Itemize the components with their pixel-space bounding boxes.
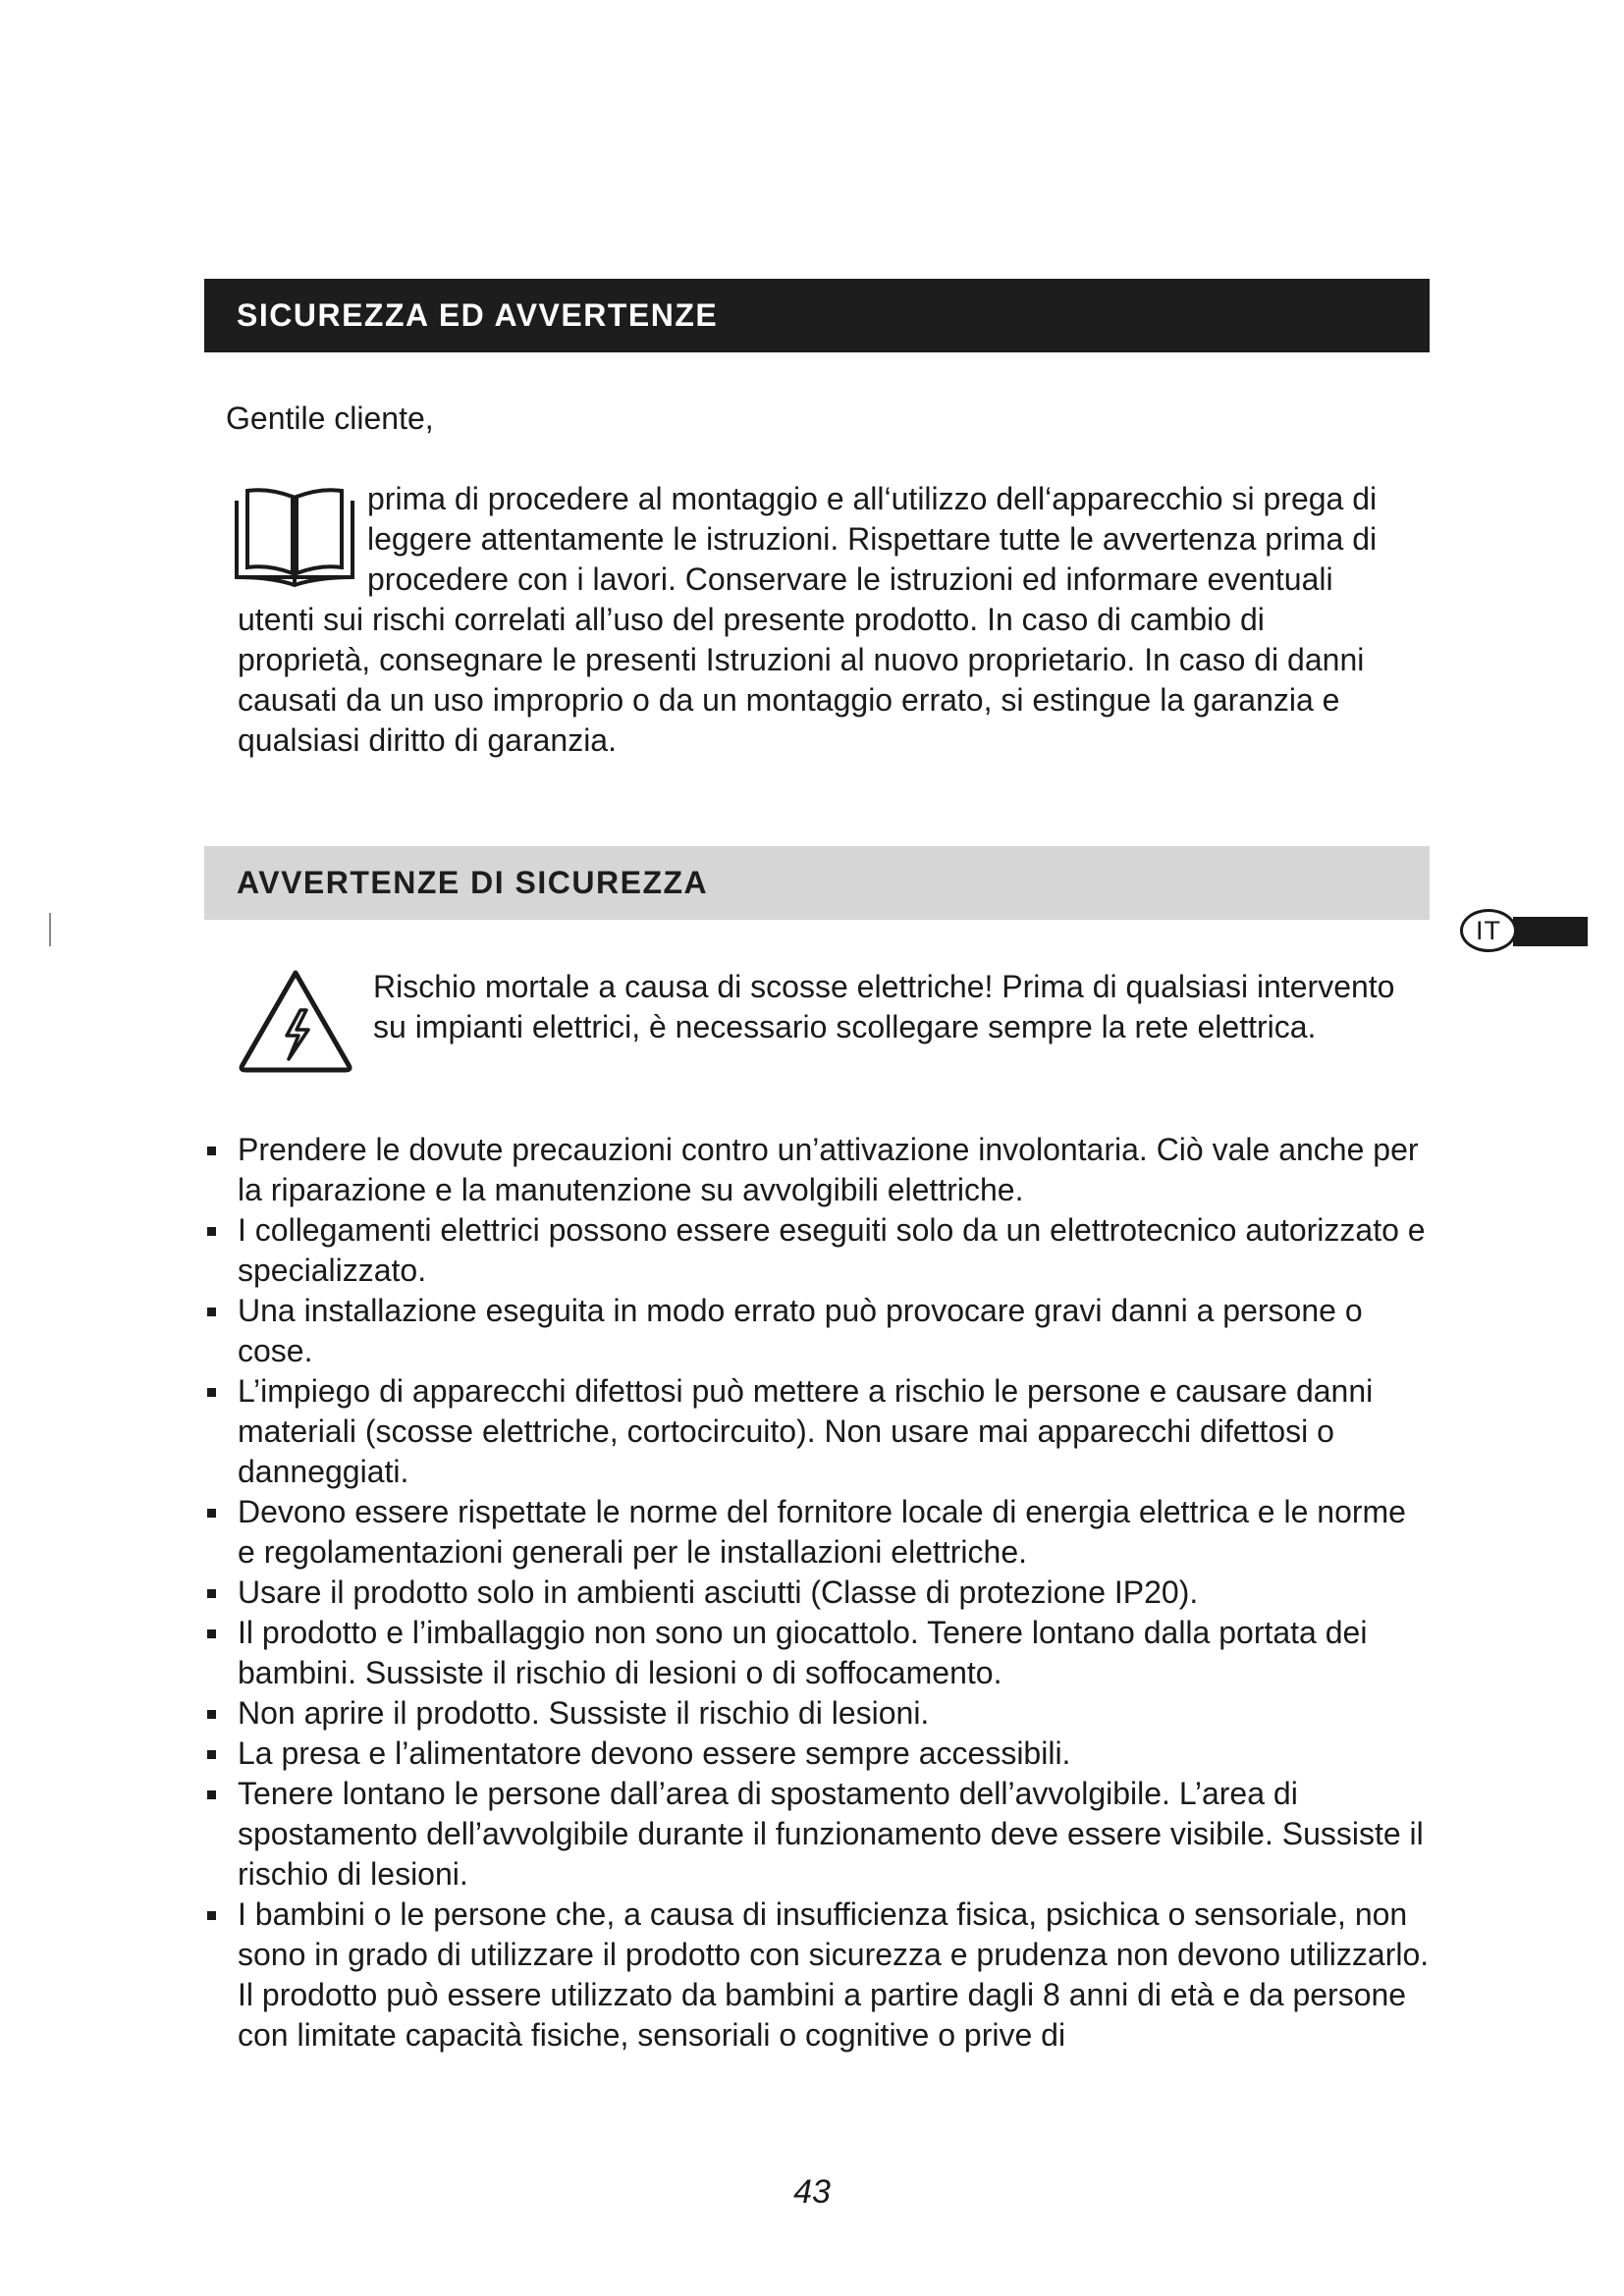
list-item: L’impiego di apparecchi difettosi può mettere a rischio le persone e causare danni materiali (scosse elettriche, cortocircuito). Non usare mai apparecchi difettosi o danneggiati.	[204, 1371, 1432, 1492]
language-tab	[1460, 909, 1588, 952]
section-title: SICUREZZA ED AVVERTENZE	[237, 297, 719, 333]
warning-text: Rischio mortale a causa di scosse elettriche! Prima di qualsiasi intervento su impianti elettrici, è necessario scollegare sempre la rete elettrica.	[373, 969, 1395, 1044]
language-code: IT	[1476, 915, 1501, 945]
margin-mark	[49, 913, 51, 946]
list-item: I collegamenti elettrici possono essere eseguiti solo da un elettrotecnico autorizzato e specializzato.	[204, 1210, 1432, 1291]
intro-paragraph	[238, 479, 1401, 761]
book-icon	[234, 483, 355, 589]
list-item: Una installazione eseguita in modo errato può provocare gravi danni a persone o cose.	[204, 1291, 1432, 1371]
page-number: 43	[793, 2173, 831, 2211]
language-tab-bar	[1513, 917, 1588, 946]
list-item: Devono essere rispettate le norme del fornitore locale di energia elettrica e le norme e regolamentazioni generali per le installazioni elettriche.	[204, 1492, 1432, 1573]
safety-bullet-list	[204, 1130, 1432, 2056]
greeting: Gentile cliente,	[226, 400, 434, 436]
list-item: I bambini o le persone che, a causa di insufficienza fisica, psichica o sensoriale, non sono in grado di utilizzare il prodotto con sicurezza e prudenza non devono utilizzarlo. Il prodotto può essere utilizzato da bambini a partire dagli 8 anni di età e da persone con limitate capacità fisiche, sensoriali o cognitive o prive di	[204, 1895, 1432, 2056]
list-item: Prendere le dovute precauzioni contro un’attivazione involontaria. Ciò vale anche per la riparazione e la manutenzione su avvolgibili elettriche.	[204, 1130, 1432, 1210]
section-header-safety-warnings	[204, 846, 1430, 920]
section-title: AVVERTENZE DI SICUREZZA	[237, 865, 709, 900]
list-item: Tenere lontano le persone dall’area di spostamento dell’avvolgibile. L’area di spostamento dell’avvolgibile durante il funzionamento deve essere visibile. Sussiste il rischio di lesioni.	[204, 1774, 1432, 1895]
language-badge	[1460, 909, 1517, 952]
electric-warning-icon	[238, 967, 353, 1075]
intro-text: prima di procedere al montaggio e all‘utilizzo dell‘apparecchio si prega di leggere attentamente le istruzioni. Rispettare tutte le avvertenza prima di procedere con i lavori. Conservare le istruzioni ed informare eventuali utenti sui rischi correlati all’uso del presente prodotto. In caso di cambio di proprietà, consegnare le presenti Istruzioni al nuovo proprietario. In caso di danni causati da un uso improprio o da un montaggio errato, si estingue la garanzia e qualsiasi diritto di garanzia.	[238, 481, 1378, 758]
list-item: Il prodotto e l’imballaggio non sono un giocattolo. Tenere lontano dalla portata dei bambini. Sussiste il rischio di lesioni o di soffocamento.	[204, 1613, 1432, 1693]
list-item: Usare il prodotto solo in ambienti asciutti (Classe di protezione IP20).	[204, 1573, 1432, 1613]
list-item: La presa e l’alimentatore devono essere sempre accessibili.	[204, 1734, 1432, 1774]
list-item: Non aprire il prodotto. Sussiste il rischio di lesioni.	[204, 1693, 1432, 1734]
section-header-safety	[204, 279, 1430, 352]
